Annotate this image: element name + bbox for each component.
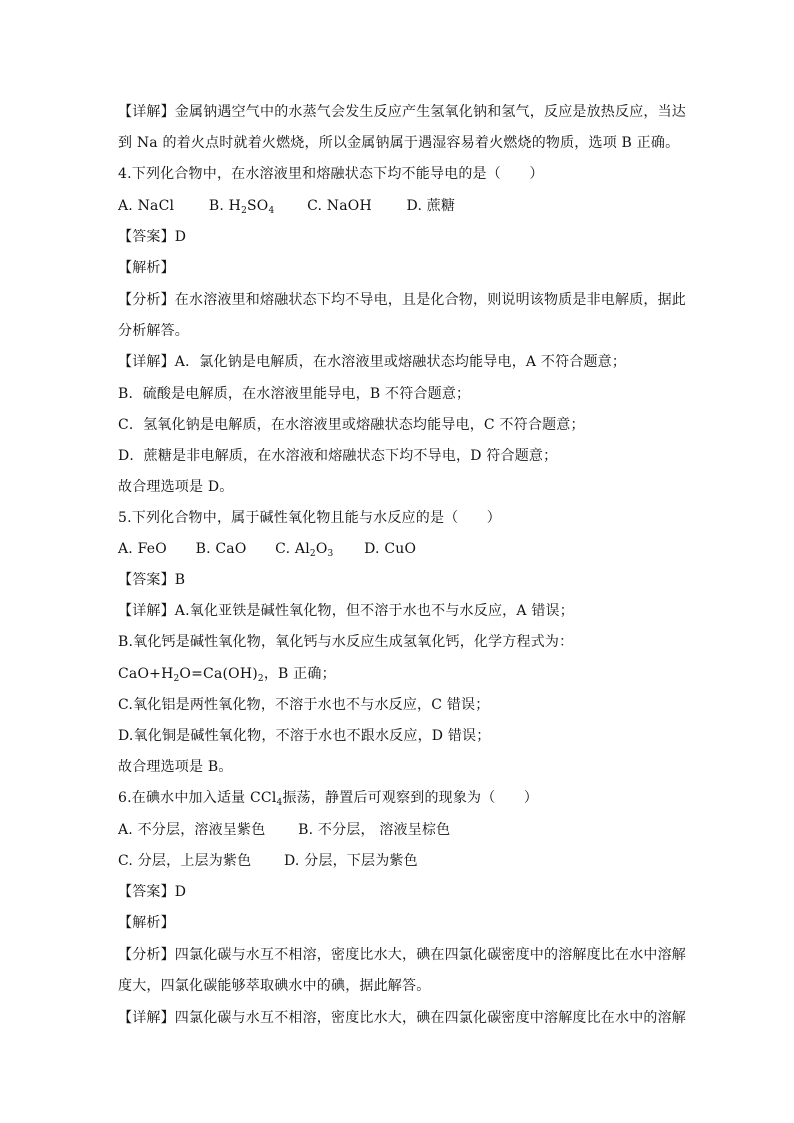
text-line: 【详解】A．氯化钠是电解质，在水溶液里或熔融状态均能导电，A 不符合题意； <box>118 354 627 370</box>
text-line: C.氧化铝是两性氧化物，不溶于水也不与水反应，C 错误； <box>118 697 490 713</box>
option-d: D. 蔗糖 <box>406 198 456 214</box>
option-b: B. 不分层， 溶液呈棕色 <box>298 822 451 838</box>
answer-label: 【答案】D <box>118 884 187 900</box>
option-c: C. 分层，上层为紫色 <box>118 853 252 869</box>
text-line: 故合理选项是 D。 <box>118 479 234 495</box>
option-d: D. CuO <box>364 541 417 557</box>
text-line: 【分析】在水溶液里和熔融状态下均不导电，且是化合物，则说明该物质是非电解质，据此 <box>118 292 686 308</box>
text-line: 分析解答。 <box>118 323 189 339</box>
option-b: B. $H_2SO_4$ <box>208 198 275 216</box>
chemical-equation: $CaO+H_2O=Ca(OH)_2$，B 正确； <box>118 666 336 684</box>
text-line: 【详解】四氯化碳与水互不相溶，密度比水大，碘在四氯化碳密度中溶解度比在水中的溶解 <box>118 1010 686 1026</box>
question-6-options-row2 <box>118 851 678 871</box>
text-line: B.氧化钙是碱性氧化物，氧化钙与水反应生成氢氧化钙，化学方程式为： <box>118 634 574 650</box>
text-line: 【详解】金属钠遇空气中的水蒸气会发生反应产生氢氧化钠和氢气，反应是放热反应，当达 <box>118 104 686 120</box>
text-line: 度大，四氯化碳能够萃取碘水中的碘，据此解答。 <box>118 978 431 994</box>
question-4-options <box>118 196 678 216</box>
text-line: D.氧化铜是碱性氧化物，不溶于水也不跟水反应，D 错误； <box>118 728 491 744</box>
text-line: C．氢氧化钠是电解质，在水溶液里或熔融状态均能导电，C 不符合题意； <box>118 417 585 433</box>
text-line: D．蔗糖是非电解质，在水溶液和熔融状态下均不导电，D 符合题意； <box>118 448 558 464</box>
answer-label: 【答案】D <box>118 229 187 245</box>
analysis-label: 【解析】 <box>118 260 175 276</box>
analysis-label: 【解析】 <box>118 915 175 931</box>
text-line: 故合理选项是 B。 <box>118 759 233 775</box>
answer-label: 【答案】B <box>118 572 186 588</box>
option-c: C. NaOH <box>307 198 372 214</box>
question-6-stem: 6.在碘水中加入适量 CCl$_4$振荡，静置后可观察到的现象为（ ） <box>118 790 539 808</box>
question-5-stem: 5.下列化合物中，属于碱性氧化物且能与水反应的是（ ） <box>118 510 501 526</box>
option-c: C. $Al_2O_3$ <box>275 541 334 559</box>
option-a: A. FeO <box>118 541 167 557</box>
option-d: D. 分层，下层为紫色 <box>283 853 418 869</box>
text-line: 【分析】四氯化碳与水互不相溶，密度比水大，碘在四氯化碳密度中的溶解度比在水中溶解 <box>118 947 686 963</box>
text-line: 到 Na 的着火点时就着火燃烧，所以金属钠属于遇湿容易着火燃烧的物质，选项 B 正确。 <box>118 135 680 151</box>
question-5-options <box>118 539 678 559</box>
option-a: A. NaCl <box>118 198 175 214</box>
question-4-stem: 4.下列化合物中，在水溶液里和熔融状态下均不能导电的是（ ） <box>118 166 544 182</box>
question-6-options-row1 <box>118 820 678 840</box>
option-b: B. CaO <box>195 541 247 557</box>
text-line: B．硫酸是电解质，在水溶液里能导电，B 不符合题意； <box>118 386 471 402</box>
option-a: A. 不分层，溶液呈紫色 <box>118 822 266 838</box>
text-line: 【详解】A.氧化亚铁是碱性氧化物，但不溶于水也不与水反应，A 错误； <box>118 603 574 619</box>
